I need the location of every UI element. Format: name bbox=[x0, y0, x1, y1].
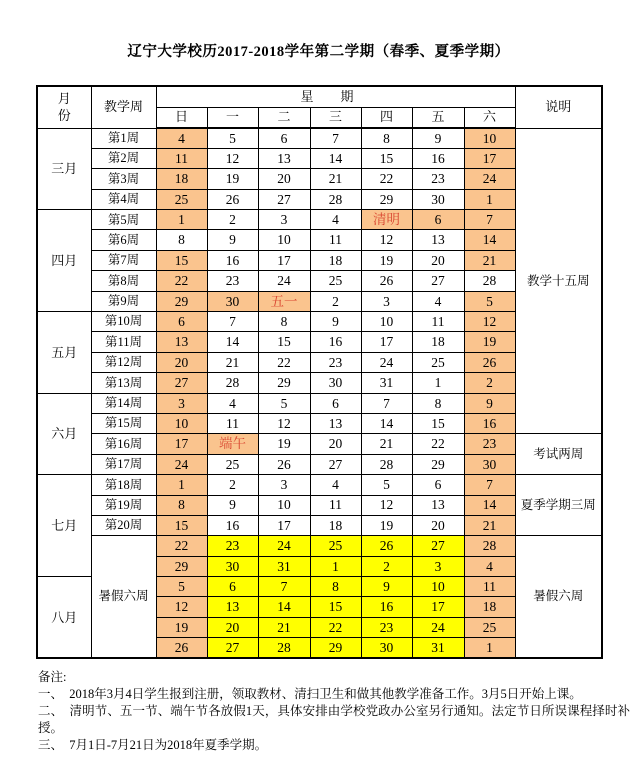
day-cell: 21 bbox=[207, 352, 258, 372]
day-cell: 9 bbox=[207, 230, 258, 250]
day-cell: 19 bbox=[464, 332, 515, 352]
day-cell: 22 bbox=[412, 434, 464, 454]
day-cell: 31 bbox=[412, 638, 464, 658]
day-cell: 24 bbox=[258, 271, 310, 291]
week-cell: 第14周 bbox=[91, 393, 156, 413]
day-cell: 26 bbox=[258, 454, 310, 474]
day-cell: 4 bbox=[464, 556, 515, 576]
day-cell: 23 bbox=[207, 271, 258, 291]
day-cell: 2 bbox=[207, 475, 258, 495]
day-cell: 23 bbox=[361, 617, 412, 637]
day-cell: 6 bbox=[412, 475, 464, 495]
day-cell: 15 bbox=[156, 250, 207, 270]
day-cell: 18 bbox=[310, 250, 361, 270]
day-cell: 11 bbox=[156, 148, 207, 168]
day-cell: 23 bbox=[412, 169, 464, 189]
day-cell: 11 bbox=[207, 413, 258, 433]
day-cell: 6 bbox=[310, 393, 361, 413]
day-cell: 28 bbox=[361, 454, 412, 474]
day-cell: 8 bbox=[310, 577, 361, 597]
day-cell: 5 bbox=[207, 128, 258, 148]
week-group-header: 星期 bbox=[156, 86, 515, 107]
day-cell: 22 bbox=[361, 169, 412, 189]
week-cell: 第3周 bbox=[91, 169, 156, 189]
day-cell: 28 bbox=[207, 373, 258, 393]
calendar-row bbox=[37, 536, 602, 556]
day-cell: 13 bbox=[207, 597, 258, 617]
day-header-sat: 六 bbox=[464, 107, 515, 128]
day-cell: 22 bbox=[156, 271, 207, 291]
day-cell: 13 bbox=[156, 332, 207, 352]
day-cell: 3 bbox=[258, 210, 310, 230]
day-cell: 10 bbox=[156, 413, 207, 433]
day-cell: 7 bbox=[361, 393, 412, 413]
day-cell: 17 bbox=[258, 515, 310, 535]
day-cell: 7 bbox=[258, 577, 310, 597]
day-cell: 25 bbox=[310, 271, 361, 291]
day-cell: 2 bbox=[361, 556, 412, 576]
day-cell: 25 bbox=[156, 189, 207, 209]
week-cell: 第15周 bbox=[91, 413, 156, 433]
day-cell: 30 bbox=[412, 189, 464, 209]
day-cell: 3 bbox=[361, 291, 412, 311]
day-cell: 13 bbox=[412, 230, 464, 250]
day-cell: 29 bbox=[156, 556, 207, 576]
day-cell: 1 bbox=[156, 475, 207, 495]
holiday-cell: 清明 bbox=[361, 210, 412, 230]
week-cell: 第7周 bbox=[91, 250, 156, 270]
day-cell: 24 bbox=[412, 617, 464, 637]
month-cell: 七月 bbox=[37, 475, 91, 577]
day-cell: 5 bbox=[361, 475, 412, 495]
day-cell: 19 bbox=[156, 617, 207, 637]
day-cell: 4 bbox=[412, 291, 464, 311]
day-cell: 25 bbox=[310, 536, 361, 556]
remarks-section bbox=[38, 669, 630, 754]
holiday-cell: 五一 bbox=[258, 291, 310, 311]
remark-item: 二、 清明节、五一节、端午节各放假1天，具体安排由学校党政办公室另行通知。法定节日所误课程择时补授。 bbox=[38, 704, 630, 736]
day-cell: 24 bbox=[156, 454, 207, 474]
week-cell: 第11周 bbox=[91, 332, 156, 352]
remark-item: 三、 7月1日-7月21日为2018年夏季学期。 bbox=[38, 738, 268, 753]
day-cell: 3 bbox=[412, 556, 464, 576]
day-cell: 10 bbox=[464, 128, 515, 148]
day-cell: 6 bbox=[258, 128, 310, 148]
week-cell: 第1周 bbox=[91, 128, 156, 148]
day-cell: 20 bbox=[412, 250, 464, 270]
day-cell: 15 bbox=[412, 413, 464, 433]
day-cell: 27 bbox=[258, 189, 310, 209]
day-cell: 7 bbox=[464, 210, 515, 230]
day-cell: 16 bbox=[464, 413, 515, 433]
day-cell: 9 bbox=[464, 393, 515, 413]
week-cell: 第5周 bbox=[91, 210, 156, 230]
day-cell: 21 bbox=[258, 617, 310, 637]
calendar-row bbox=[37, 434, 602, 454]
day-cell: 11 bbox=[310, 495, 361, 515]
day-cell: 14 bbox=[361, 413, 412, 433]
day-cell: 29 bbox=[156, 291, 207, 311]
day-cell: 21 bbox=[464, 250, 515, 270]
semester-note-cell: 教学十五周 bbox=[515, 128, 602, 434]
day-cell: 5 bbox=[156, 577, 207, 597]
day-cell: 20 bbox=[207, 617, 258, 637]
teaching-week-column-header: 教学周 bbox=[91, 86, 156, 128]
day-cell: 27 bbox=[310, 454, 361, 474]
day-cell: 2 bbox=[464, 373, 515, 393]
day-cell: 26 bbox=[361, 271, 412, 291]
calendar-row bbox=[37, 128, 602, 148]
day-cell: 10 bbox=[412, 577, 464, 597]
week-cell: 第18周 bbox=[91, 475, 156, 495]
calendar-row bbox=[37, 475, 602, 495]
day-cell: 26 bbox=[207, 189, 258, 209]
day-cell: 23 bbox=[464, 434, 515, 454]
day-cell: 18 bbox=[464, 597, 515, 617]
day-cell: 27 bbox=[156, 373, 207, 393]
day-cell: 28 bbox=[258, 638, 310, 658]
day-cell: 30 bbox=[361, 638, 412, 658]
week-cell: 第9周 bbox=[91, 291, 156, 311]
day-cell: 10 bbox=[361, 312, 412, 332]
day-cell: 6 bbox=[207, 577, 258, 597]
day-cell: 6 bbox=[156, 312, 207, 332]
week-cell: 第16周 bbox=[91, 434, 156, 454]
day-header-mon: 一 bbox=[207, 107, 258, 128]
day-header-sun: 日 bbox=[156, 107, 207, 128]
academic-calendar-table bbox=[36, 85, 603, 659]
day-cell: 16 bbox=[310, 332, 361, 352]
day-cell: 10 bbox=[258, 230, 310, 250]
day-cell: 17 bbox=[258, 250, 310, 270]
day-cell: 27 bbox=[412, 536, 464, 556]
day-cell: 23 bbox=[310, 352, 361, 372]
day-cell: 17 bbox=[412, 597, 464, 617]
day-cell: 17 bbox=[464, 148, 515, 168]
day-cell: 27 bbox=[412, 271, 464, 291]
day-cell: 29 bbox=[310, 638, 361, 658]
day-cell: 24 bbox=[361, 352, 412, 372]
day-cell: 16 bbox=[361, 597, 412, 617]
month-cell: 四月 bbox=[37, 210, 91, 312]
day-cell: 2 bbox=[310, 291, 361, 311]
semester-note-cell: 暑假六周 bbox=[515, 536, 602, 658]
day-cell: 17 bbox=[361, 332, 412, 352]
day-cell: 11 bbox=[464, 577, 515, 597]
day-cell: 24 bbox=[258, 536, 310, 556]
day-cell: 5 bbox=[464, 291, 515, 311]
day-cell: 13 bbox=[258, 148, 310, 168]
week-cell: 第4周 bbox=[91, 189, 156, 209]
page-title: 辽宁大学校历2017-2018学年第二学期（春季、夏季学期） bbox=[127, 44, 510, 60]
day-cell: 29 bbox=[412, 454, 464, 474]
day-cell: 18 bbox=[310, 515, 361, 535]
day-cell: 12 bbox=[207, 148, 258, 168]
day-cell: 11 bbox=[310, 230, 361, 250]
day-cell: 21 bbox=[361, 434, 412, 454]
day-cell: 29 bbox=[258, 373, 310, 393]
day-cell: 28 bbox=[464, 271, 515, 291]
day-cell: 25 bbox=[207, 454, 258, 474]
day-cell: 14 bbox=[258, 597, 310, 617]
month-cell: 三月 bbox=[37, 128, 91, 210]
day-cell: 19 bbox=[258, 434, 310, 454]
day-cell: 20 bbox=[156, 352, 207, 372]
day-cell: 4 bbox=[156, 128, 207, 148]
day-cell: 1 bbox=[310, 556, 361, 576]
day-cell: 4 bbox=[310, 210, 361, 230]
day-cell: 7 bbox=[310, 128, 361, 148]
calendar-body bbox=[37, 128, 602, 658]
week-cell: 第2周 bbox=[91, 148, 156, 168]
week-cell: 第19周 bbox=[91, 495, 156, 515]
day-cell: 3 bbox=[156, 393, 207, 413]
day-cell: 26 bbox=[464, 352, 515, 372]
remarks-heading: 备注: bbox=[38, 670, 67, 685]
day-cell: 15 bbox=[310, 597, 361, 617]
day-cell: 8 bbox=[156, 495, 207, 515]
month-cell: 六月 bbox=[37, 393, 91, 475]
day-cell: 8 bbox=[412, 393, 464, 413]
semester-note-cell: 夏季学期三周 bbox=[515, 475, 602, 536]
week-cell: 第10周 bbox=[91, 312, 156, 332]
day-cell: 15 bbox=[361, 148, 412, 168]
month-column-header: 月份 bbox=[37, 86, 91, 128]
day-cell: 30 bbox=[464, 454, 515, 474]
day-cell: 9 bbox=[310, 312, 361, 332]
week-cell: 第17周 bbox=[91, 454, 156, 474]
day-cell: 18 bbox=[412, 332, 464, 352]
day-cell: 16 bbox=[207, 250, 258, 270]
day-cell: 4 bbox=[207, 393, 258, 413]
remark-item: 一、 2018年3月4日学生报到注册，领取教材、清扫卫生和做其他教学准备工作。3月5日开始上课。 bbox=[38, 687, 582, 702]
day-cell: 4 bbox=[310, 475, 361, 495]
day-header-fri: 五 bbox=[412, 107, 464, 128]
day-cell: 15 bbox=[258, 332, 310, 352]
day-cell: 8 bbox=[361, 128, 412, 148]
day-cell: 13 bbox=[310, 413, 361, 433]
day-header-thu: 四 bbox=[361, 107, 412, 128]
week-cell: 第20周 bbox=[91, 515, 156, 535]
day-cell: 22 bbox=[310, 617, 361, 637]
day-cell: 29 bbox=[361, 189, 412, 209]
day-cell: 13 bbox=[412, 495, 464, 515]
day-cell: 22 bbox=[156, 536, 207, 556]
holiday-cell: 端午 bbox=[207, 434, 258, 454]
week-cell: 第12周 bbox=[91, 352, 156, 372]
day-cell: 5 bbox=[258, 393, 310, 413]
month-cell: 五月 bbox=[37, 312, 91, 394]
day-cell: 28 bbox=[310, 189, 361, 209]
day-cell: 17 bbox=[156, 434, 207, 454]
day-cell: 21 bbox=[310, 169, 361, 189]
day-cell: 22 bbox=[258, 352, 310, 372]
day-cell: 14 bbox=[464, 495, 515, 515]
day-cell: 30 bbox=[310, 373, 361, 393]
semester-note-cell: 考试两周 bbox=[515, 434, 602, 475]
day-cell: 31 bbox=[361, 373, 412, 393]
day-cell: 20 bbox=[258, 169, 310, 189]
day-cell: 30 bbox=[207, 291, 258, 311]
day-header-tue: 二 bbox=[258, 107, 310, 128]
day-cell: 7 bbox=[207, 312, 258, 332]
day-cell: 20 bbox=[412, 515, 464, 535]
day-cell: 31 bbox=[258, 556, 310, 576]
day-cell: 6 bbox=[412, 210, 464, 230]
day-cell: 27 bbox=[207, 638, 258, 658]
day-cell: 15 bbox=[156, 515, 207, 535]
day-cell: 12 bbox=[156, 597, 207, 617]
day-cell: 3 bbox=[258, 475, 310, 495]
week-cell: 第8周 bbox=[91, 271, 156, 291]
day-cell: 26 bbox=[361, 536, 412, 556]
day-cell: 12 bbox=[361, 495, 412, 515]
day-header-wed: 三 bbox=[310, 107, 361, 128]
day-cell: 12 bbox=[258, 413, 310, 433]
day-cell: 1 bbox=[412, 373, 464, 393]
day-cell: 1 bbox=[464, 638, 515, 658]
day-cell: 9 bbox=[207, 495, 258, 515]
day-cell: 7 bbox=[464, 475, 515, 495]
header-row-1 bbox=[37, 86, 602, 107]
day-cell: 8 bbox=[258, 312, 310, 332]
day-cell: 8 bbox=[156, 230, 207, 250]
day-cell: 21 bbox=[464, 515, 515, 535]
day-cell: 2 bbox=[207, 210, 258, 230]
day-cell: 9 bbox=[361, 577, 412, 597]
month-cell: 八月 bbox=[37, 577, 91, 659]
day-cell: 9 bbox=[412, 128, 464, 148]
day-cell: 24 bbox=[464, 169, 515, 189]
day-cell: 23 bbox=[207, 536, 258, 556]
day-cell: 14 bbox=[207, 332, 258, 352]
week-cell: 第6周 bbox=[91, 230, 156, 250]
day-cell: 25 bbox=[464, 617, 515, 637]
day-cell: 16 bbox=[412, 148, 464, 168]
day-cell: 26 bbox=[156, 638, 207, 658]
day-cell: 16 bbox=[207, 515, 258, 535]
day-cell: 18 bbox=[156, 169, 207, 189]
day-cell: 12 bbox=[361, 230, 412, 250]
day-cell: 25 bbox=[412, 352, 464, 372]
day-cell: 30 bbox=[207, 556, 258, 576]
day-cell: 19 bbox=[361, 515, 412, 535]
vacation-week-cell: 暑假六周 bbox=[91, 536, 156, 658]
week-cell: 第13周 bbox=[91, 373, 156, 393]
day-cell: 11 bbox=[412, 312, 464, 332]
day-cell: 14 bbox=[464, 230, 515, 250]
day-cell: 20 bbox=[310, 434, 361, 454]
notes-column-header: 说明 bbox=[515, 86, 602, 128]
day-cell: 12 bbox=[464, 312, 515, 332]
day-cell: 1 bbox=[464, 189, 515, 209]
day-cell: 10 bbox=[258, 495, 310, 515]
day-cell: 1 bbox=[156, 210, 207, 230]
day-cell: 19 bbox=[361, 250, 412, 270]
day-cell: 14 bbox=[310, 148, 361, 168]
day-cell: 28 bbox=[464, 536, 515, 556]
day-cell: 19 bbox=[207, 169, 258, 189]
